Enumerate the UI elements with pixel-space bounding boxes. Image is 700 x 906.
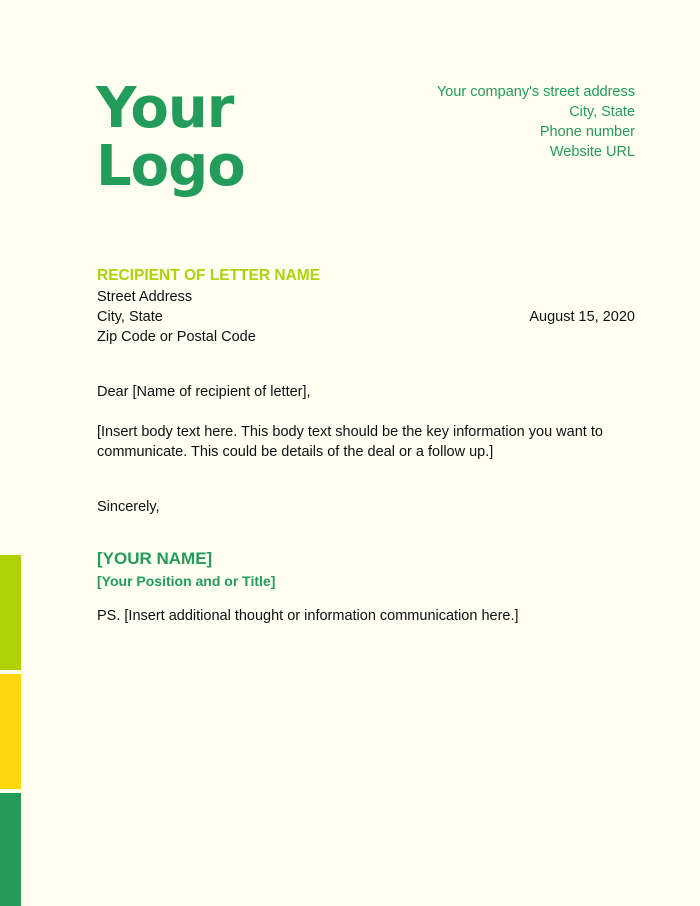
salutation: Dear [Name of recipient of letter], — [97, 384, 311, 400]
recipient-city-state: City, State — [97, 309, 163, 325]
recipient-street: Street Address — [97, 289, 193, 305]
recipient-block — [97, 265, 320, 347]
sender-name: [YOUR NAME] — [97, 549, 213, 568]
decorative-bar-yellow — [0, 674, 21, 789]
postscript: PS. [Insert additional thought or information communication here.] — [97, 608, 519, 624]
company-website: Website URL — [549, 144, 635, 160]
closing: Sincerely, — [97, 499, 160, 515]
sender-title: [Your Position and or Title] — [97, 573, 276, 589]
company-phone: Phone number — [539, 124, 635, 140]
letter-date: August 15, 2020 — [529, 309, 635, 325]
recipient-name: RECIPIENT OF LETTER NAME — [97, 267, 321, 284]
recipient-zip: Zip Code or Postal Code — [97, 329, 256, 345]
company-logo — [96, 76, 245, 199]
decorative-bar-lime — [0, 555, 21, 670]
logo-line-1: Your — [96, 76, 234, 141]
company-street-address: Your company's street address — [436, 84, 635, 100]
company-city-state: City, State — [569, 104, 635, 120]
logo-line-2: Logo — [96, 134, 245, 199]
company-address-block — [437, 82, 635, 162]
decorative-bar-green — [0, 793, 21, 906]
letter-body: [Insert body text here. This body text should be the key information you want to communicate. This could be details of the deal or a follow up.] — [97, 424, 603, 460]
